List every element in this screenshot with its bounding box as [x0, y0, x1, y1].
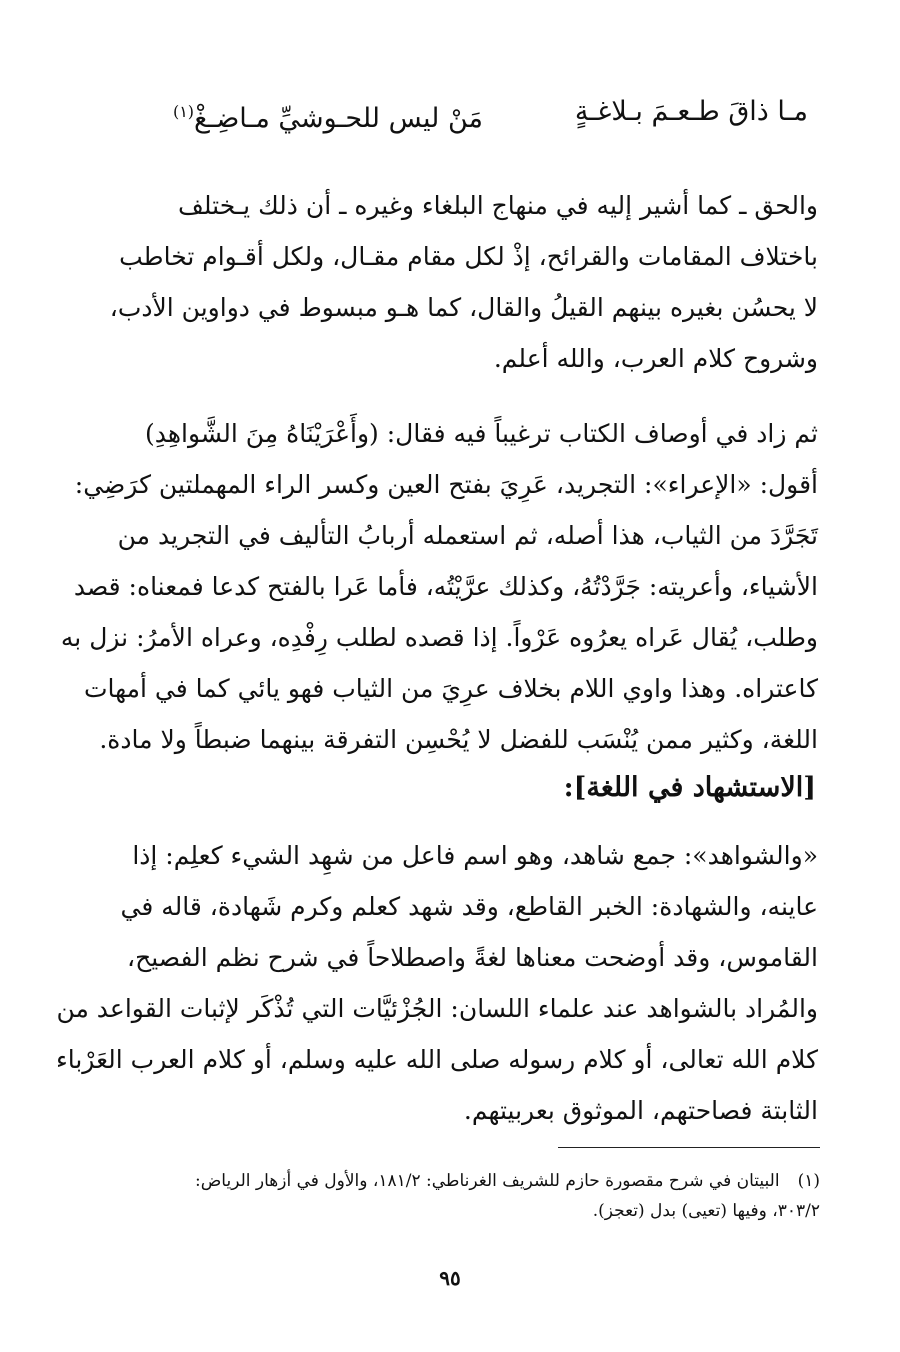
paragraph-line: «والشواهد»: جمع شاهد، وهو اسم فاعل من شهِد الشيء كعلِم: إذا [132, 841, 818, 870]
verse-hemistich-second-text: مَنْ ليس للحـوشيِّ مـاضِـغْ [194, 103, 483, 134]
footnote-line [78, 1166, 820, 1196]
paragraph-line: كلام الله تعالى، أو كلام رسوله صلى الله عليه وسلم، أو كلام العرب العَرْباء [55, 1045, 818, 1074]
page-number: ٩٥ [439, 1266, 461, 1290]
paragraph-line: عاينه، والشهادة: الخبر القاطع، وقد شهد كعلم وكرم شَهادة، قاله في [120, 892, 818, 921]
paragraph-line: أقول: «الإعراء»: التجريد، عَرِيَ بفتح العين وكسر الراء المهملتين كرَضِي: [74, 470, 818, 499]
paragraph-iraa [60, 408, 818, 765]
footnote-line: ٣٠٣/٢، وفيها (تعيى) بدل (تعجز). [592, 1201, 820, 1221]
footnote-text: البيتان في شرح مقصورة حازم للشريف الغرناطي: ١٨١/٢، والأول في أزهار الرياض: [195, 1171, 780, 1191]
footnote-number: (١) [797, 1171, 820, 1191]
paragraph-line: ثم زاد في أوصاف الكتاب ترغيباً فيه فقال: (وأَعْرَيْنَاهُ مِنَ الشَّواهِدِ) [145, 419, 818, 448]
footnote [78, 1166, 820, 1226]
paragraph-line: وطلب، يُقال عَراه يعرُوه عَرْواً. إذا قصده لطلب رِفْدِه، وعراه الأمرُ: نزل به [60, 623, 818, 652]
paragraph-line: القاموس، وقد أوضحت معناها لغةً واصطلاحاً في شرح نظم الفصيح، [127, 943, 818, 972]
paragraph-line: تَجَرَّدَ من الثياب، هذا أصله، ثم استعمله أربابُ التأليف في التجريد من [117, 521, 818, 550]
paragraph-line: اللغة، وكثير ممن يُنْسَب للفضل لا يُحْسِن التفرقة بينهما ضبطاً ولا مادة. [99, 725, 818, 754]
paragraph-line: والمُراد بالشواهد عند علماء اللسان: الجُزْئيَّات التي تُذْكَر لإثبات القواعد من [56, 994, 818, 1023]
paragraph-line: باختلاف المقامات والقرائح، إذْ لكل مقام مقـال، ولكل أقـوام تخاطب [119, 242, 818, 271]
paragraph-line: والحق ـ كما أشير إليه في منهاج البلغاء وغيره ـ أن ذلك يـختلف [178, 191, 818, 220]
footnote-divider [558, 1147, 820, 1148]
paragraph-truth [82, 180, 818, 384]
paragraph-line: الأشياء، وأعريته: جَرَّدْتُهُ، وكذلك عرَّيْتُه، فأما عَرا بالفتح كدعا فمعناه: قصد [73, 572, 818, 601]
paragraph-shawahid [55, 830, 818, 1136]
verse-hemistich-first [575, 92, 808, 132]
paragraph-line: وشروح كلام العرب، والله أعلم. [493, 344, 818, 373]
section-heading: [الاستشهاد في اللغة]: [563, 772, 816, 803]
paragraph-line: الثابتة فصاحتهم، الموثوق بعربيتهم. [463, 1096, 818, 1125]
verse-hemistich-second [173, 92, 483, 139]
footnote-marker: (١) [172, 102, 195, 121]
paragraph-line: لا يحسُن بغيره بينهم القيلُ والقال، كما هـو مبسوط في دواوين الأدب، [109, 293, 818, 322]
paragraph-line: كاعتراه. وهذا واوي اللام بخلاف عرِيَ من الثياب فهو يائي كما في أمهات [83, 674, 818, 703]
verse-hemistich-first-text: مـا ذاقَ طـعـمَ بـلاغـةٍ [574, 96, 808, 127]
poetry-verse [88, 92, 808, 132]
